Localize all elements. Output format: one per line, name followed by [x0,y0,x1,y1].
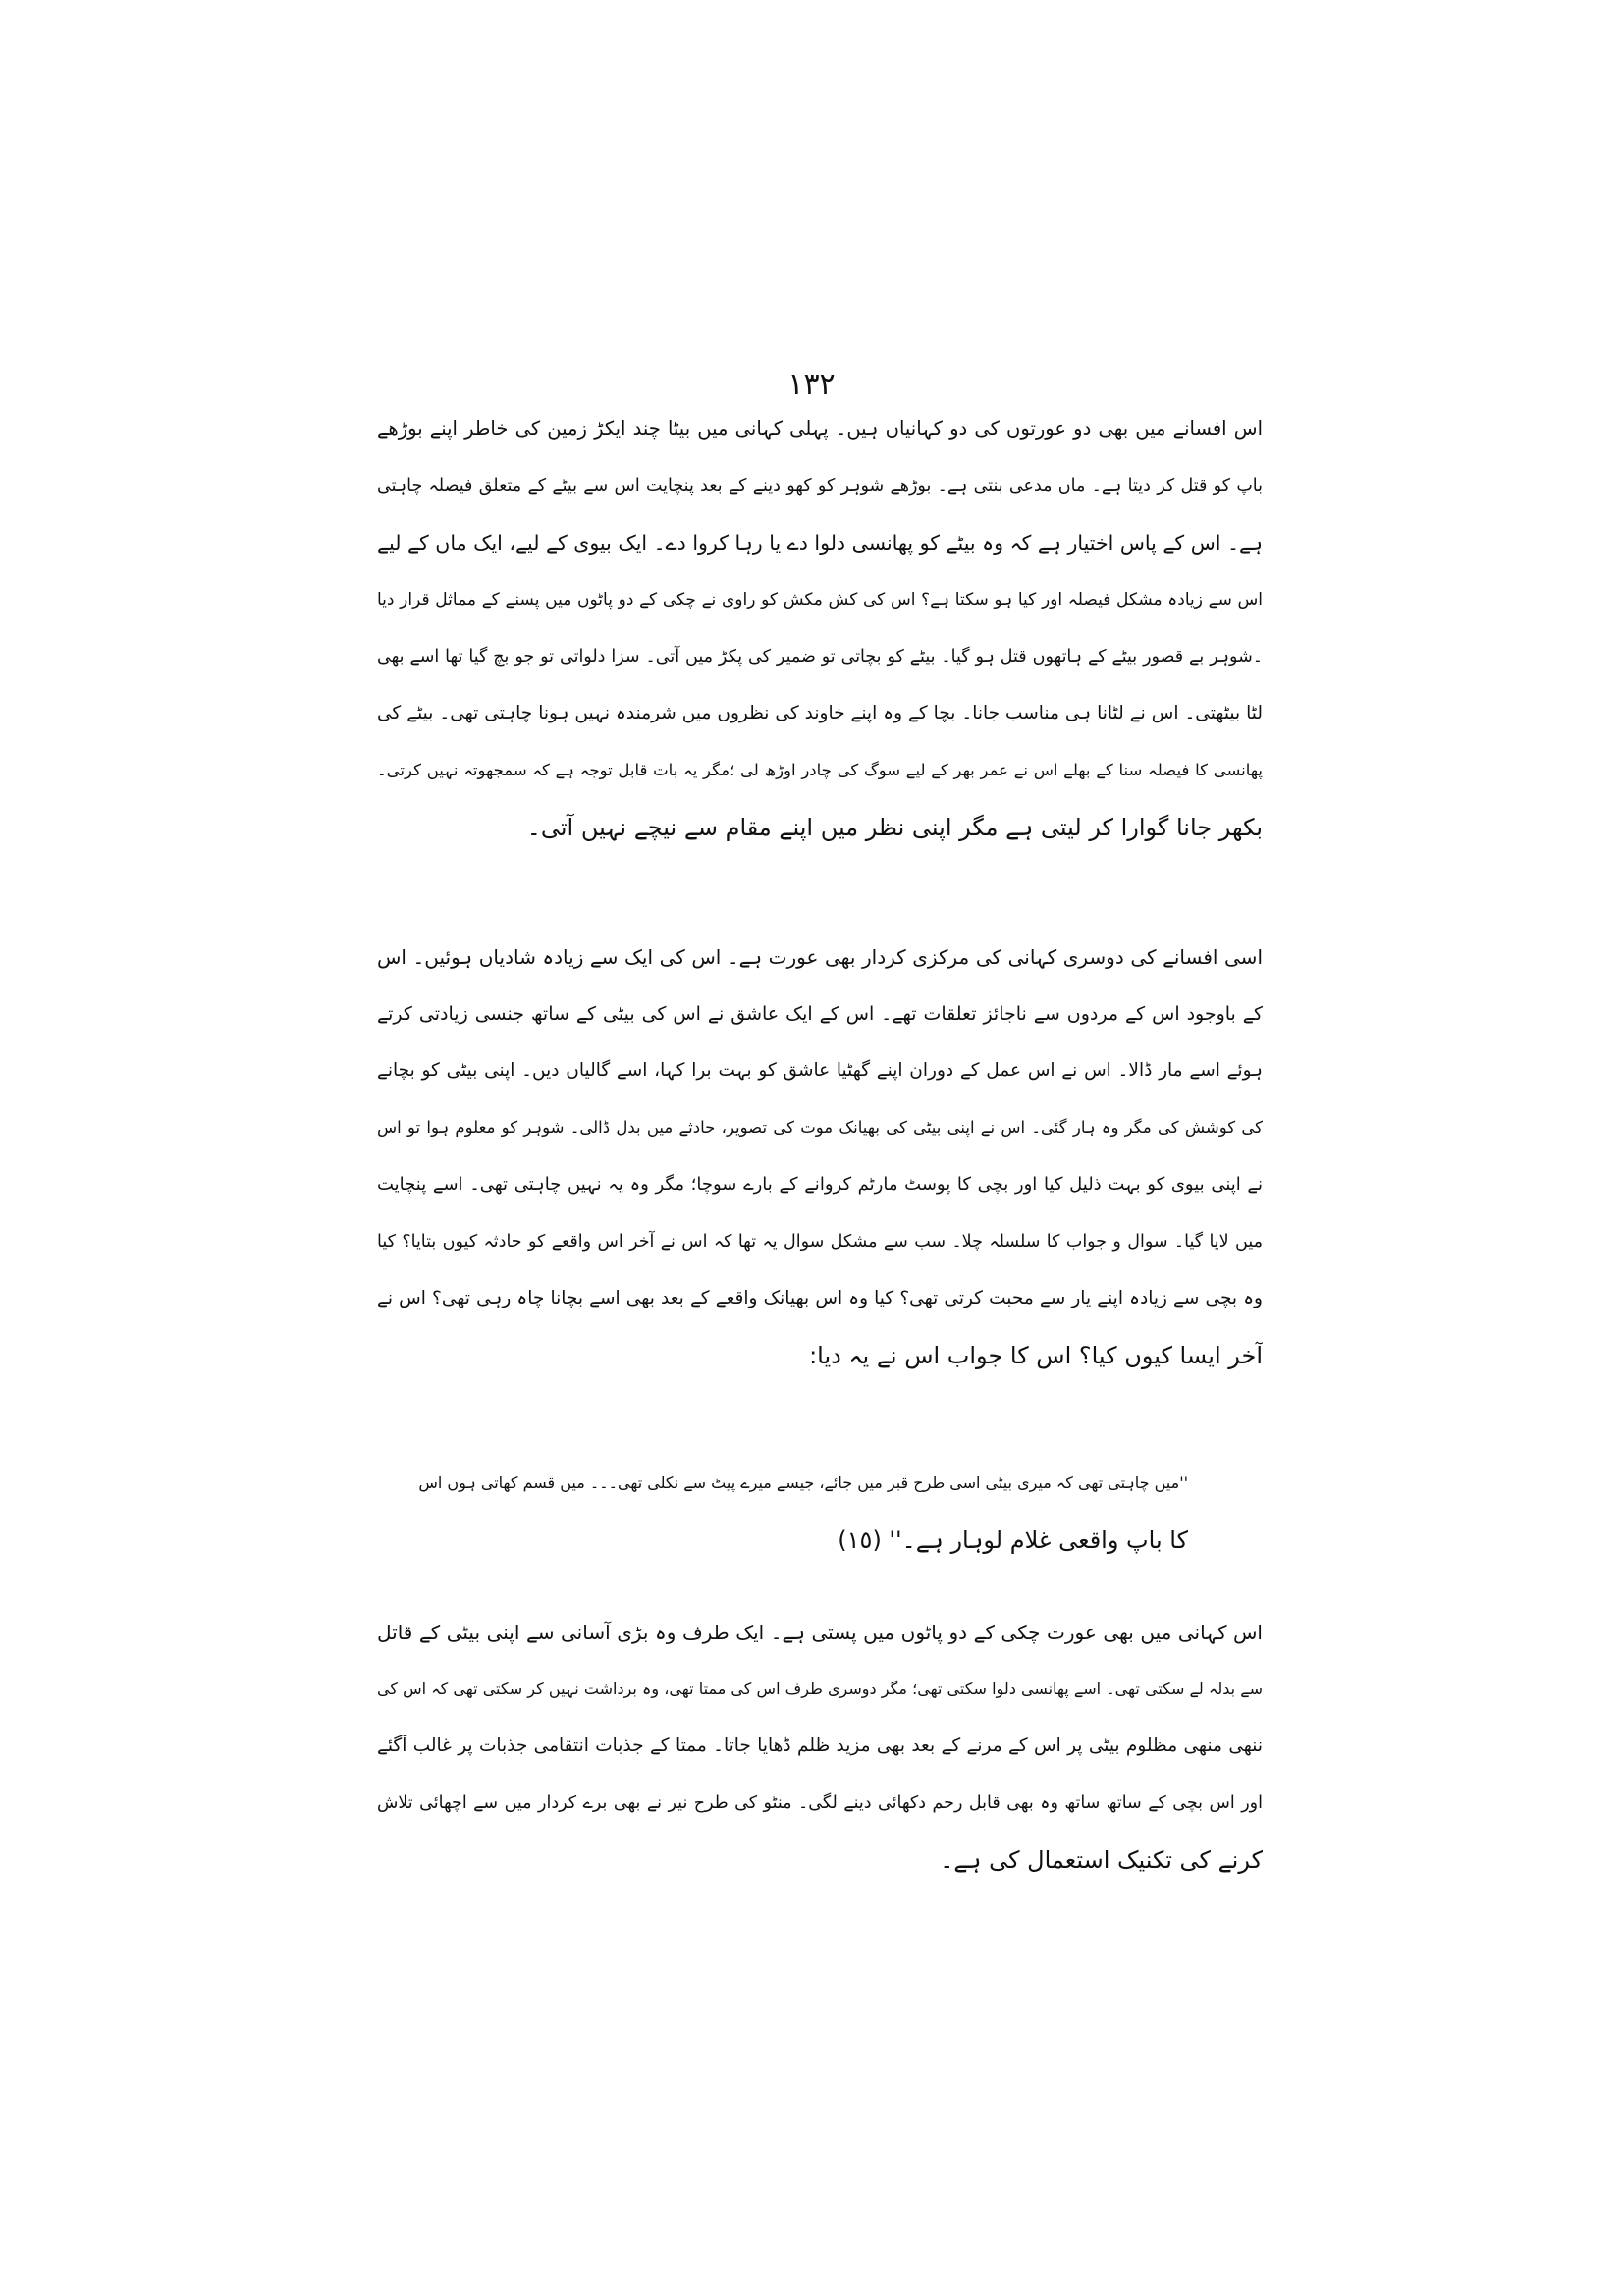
paragraph-line: پھانسی کا فیصلہ سنا کے بھلے اس نے عمر بھر کے لیے سوگ کی چادر اوڑھ لی ؛مگر یہ بات قابل توجہ ہے کہ سمجھوتہ نہیں کرتی۔ [377,761,1263,779]
paragraph-line: ہے۔ اس کے پاس اختیار ہے کہ وہ بیٹے کو پھانسی دلوا دے یا رہا کروا دے۔ ایک بیوی کے لیے، ایک ماں کے لیے [377,531,1263,555]
paragraph-line: اور اس بچی کے ساتھ ساتھ وہ بھی قابل رحم دکھائی دینے لگی۔ منٹو کی طرح نیر نے بھی برے کردار میں سے اچھائی تلاش [377,1793,1263,1813]
paragraph-2 [377,929,1263,1384]
paragraph-line: باپ کو قتل کر دیتا ہے۔ ماں مدعی بنتی ہے۔ بوڑھے شوہر کو کھو دینے کے بعد پنچایت اس سے بیٹے کے متعلق فیصلہ چاہتی [377,476,1263,496]
paragraph-line: اس سے زیادہ مشکل فیصلہ اور کیا ہو سکتا ہے؟ اس کی کش مکش کو راوی نے چکی کے دو پاٹوں میں پسنے کے مماثل قرار دیا [377,590,1263,610]
paragraph-line: ۔شوہر بے قصور بیٹے کے ہاتھوں قتل ہو گیا۔ بیٹے کو بچاتی تو ضمیر کی پکڑ میں آتی۔ سزا دلواتی تو جو بچ گیا تھا اسے بھی [377,647,1263,667]
paragraph-line: ننھی منھی مظلوم بیٹی پر اس کے مرنے کے بعد بھی مزید ظلم ڈھایا جاتا۔ ممتا کے جذبات انتقامی جذبات پر غالب آگئے [377,1735,1263,1756]
quote-line: کا باپ واقعی غلام لوہار ہے۔'' (١٥) [838,1526,1188,1554]
paragraph-line: اس افسانے میں بھی دو عورتوں کی دو کہانیاں ہیں۔ پہلی کہانی میں بیٹا چند ایکڑ زمین کی خاطر اپنے بوڑھے [377,417,1263,440]
paragraph-line: نے اپنی بیوی کو بہت ذلیل کیا اور بچی کا پوسٹ مارٹم کروانے کے بارے سوچا؛ مگر وہ یہ نہیں چاہتی تھی۔ اسے پنچایت [377,1174,1263,1195]
page-number: ١٣٢ [787,367,836,401]
paragraph-line: اسی افسانے کی دوسری کہانی کی مرکزی کردار بھی عورت ہے۔ اس کی ایک سے زیادہ شادیاں ہوئیں۔ اس [377,945,1263,969]
paragraph-line: میں لایا گیا۔ سوال و جواب کا سلسلہ چلا۔ سب سے مشکل سوال یہ تھا کہ اس نے آخر اس واقعے کو حادثہ کیوں بتایا؟ کیا [377,1232,1263,1252]
paragraph-line: کرنے کی تکنیک استعمال کی ہے۔ [940,1846,1263,1874]
paragraph-1 [377,400,1263,856]
paragraph-3 [377,1604,1263,1889]
paragraph-line: کی کوشش کی مگر وہ ہار گئی۔ اس نے اپنی بیٹی کی بھیانک موت کی تصویر، حادثے میں بدل ڈالی۔ شوہر کو معلوم ہوا تو اس [377,1118,1263,1137]
paragraph-line: بکھر جانا گوارا کر لیتی ہے مگر اپنی نظر میں اپنے مقام سے نیچے نہیں آتی۔ [526,814,1263,841]
block-quote [412,1455,1188,1569]
paragraph-line: لٹا بیٹھتی۔ اس نے لٹانا ہی مناسب جانا۔ بچا کے وہ اپنے خاوند کی نظروں میں شرمندہ نہیں ہونا چاہتی تھی۔ بیٹے کی [377,703,1263,723]
paragraph-line: اس کہانی میں بھی عورت چکی کے دو پاٹوں میں پستی ہے۔ ایک طرف وہ بڑی آسانی سے اپنی بیٹی کے قاتل [377,1621,1263,1644]
paragraph-line: آخر ایسا کیوں کیا؟ اس کا جواب اس نے یہ دیا: [809,1342,1263,1369]
paragraph-line: کے باوجود اس کے مردوں سے ناجائز تعلقات تھے۔ اس کے ایک عاشق نے اس کی بیٹی کے ساتھ جنسی زیادتی کرتے [377,1003,1263,1025]
paragraph-line: ہوئے اسے مار ڈالا۔ اس نے اس عمل کے دوران اپنے گھٹیا عاشق کو بہت برا کہا، اسے گالیاں دیں۔ اپنی بیٹی کو بچانے [377,1060,1263,1081]
paragraph-line: وہ بچی سے زیادہ اپنے یار سے محبت کرتی تھی؟ کیا وہ اس بھیانک واقعے کے بعد بھی اسے بچانا چاہ رہی تھی؟ اس نے [377,1288,1263,1308]
paragraph-line: سے بدلہ لے سکتی تھی۔ اسے پھانسی دلوا سکتی تھی؛ مگر دوسری طرف اس کی ممتا تھی، وہ برداشت نہیں کر سکتی تھی کہ اس کی [377,1680,1263,1698]
quote-line: ''میں چاہتی تھی کہ میری بیٹی اسی طرح قبر میں جائے، جیسے میرے پیٹ سے نکلی تھی۔۔۔ میں قسم کھاتی ہوں اس [418,1473,1188,1492]
